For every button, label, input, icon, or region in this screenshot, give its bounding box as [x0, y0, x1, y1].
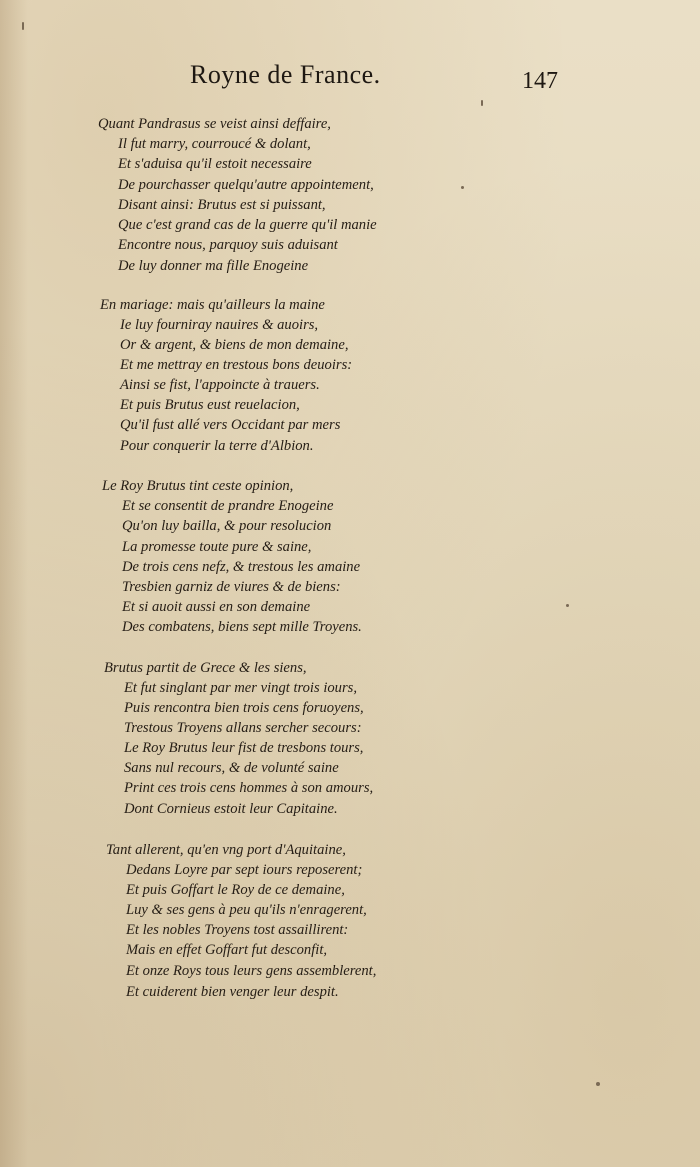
verse-line: Et me mettray en trestous bons deuoirs: — [120, 357, 353, 373]
verse-line: Disant ainsi: Brutus est si puissant, — [118, 197, 326, 213]
page-edge-shadow — [0, 0, 28, 1167]
verse-line: De pourchasser quelqu'autre appointement, — [118, 177, 374, 193]
running-header-title: Royne de France. — [190, 60, 381, 89]
verse-line: Des combatens, biens sept mille Troyens. — [122, 619, 362, 635]
verse-line: Luy & ses gens à peu qu'ils n'enragerent, — [126, 902, 367, 918]
verse-line: En mariage: mais qu'ailleurs la maine — [100, 297, 325, 313]
verse-line: Tresbien garniz de viures & de biens: — [122, 579, 341, 595]
verse-line: Trestous Troyens allans sercher secours: — [124, 720, 362, 736]
verse-line: Mais en effet Goffart fut desconfit, — [126, 942, 328, 958]
verse-line: Et si auoit aussi en son demaine — [122, 599, 311, 615]
verse-line: Que c'est grand cas de la guerre qu'il manie — [118, 217, 377, 233]
page-number: 147 — [522, 68, 558, 94]
verse-line: Puis rencontra bien trois cens foruoyens, — [124, 700, 364, 716]
verse-line: Dedans Loyre par sept iours reposerent; — [126, 862, 363, 878]
verse-line: Et fut singlant par mer vingt trois iours, — [124, 680, 357, 696]
verse-line: Encontre nous, parquoy suis aduisant — [118, 237, 338, 253]
verse-line: Ie luy fourniray nauires & auoirs, — [120, 317, 319, 333]
verse-line: Il fut marry, courroucé & dolant, — [118, 136, 311, 152]
verse-line: Et se consentit de prandre Enogeine — [122, 498, 334, 514]
verse-line: La promesse toute pure & saine, — [122, 539, 312, 555]
verse-line: Print ces trois cens hommes à son amours, — [124, 780, 374, 796]
verse-line: Dont Cornieus estoit leur Capitaine. — [124, 801, 338, 817]
verse-line: Et s'aduisa qu'il estoit necessaire — [118, 156, 312, 172]
verse-line: Le Roy Brutus tint ceste opinion, — [102, 478, 294, 494]
verse-line: Ainsi se fist, l'appoincte à trauers. — [120, 377, 320, 393]
verse-line: Brutus partit de Grece & les siens, — [104, 660, 307, 676]
verse-line: Or & argent, & biens de mon demaine, — [120, 337, 349, 353]
verse-line: Tant allerent, qu'en vng port d'Aquitaine, — [106, 842, 346, 858]
verse-line: Pour conquerir la terre d'Albion. — [120, 438, 314, 454]
verse-line: Le Roy Brutus leur fist de tresbons tours, — [124, 740, 364, 756]
paper-speck — [461, 186, 464, 189]
verse-line: De trois cens nefz, & trestous les amaine — [122, 559, 361, 575]
paper-speck — [566, 604, 569, 607]
paper-speck — [596, 1082, 600, 1086]
verse-line: Qu'il fust allé vers Occidant par mers — [120, 417, 341, 433]
paper-speck — [22, 22, 24, 30]
verse-line: Et puis Brutus eust reuelacion, — [120, 397, 300, 413]
verse-line: Quant Pandrasus se veist ainsi deffaire, — [98, 116, 331, 132]
verse-line: Et cuiderent bien venger leur despit. — [126, 984, 339, 1000]
paper-speck — [481, 100, 483, 106]
verse-line: Et puis Goffart le Roy de ce demaine, — [126, 882, 345, 898]
verse-line: Qu'on luy bailla, & pour resolucion — [122, 518, 332, 534]
verse-line: Sans nul recours, & de volunté saine — [124, 760, 339, 776]
verse-line: Et onze Roys tous leurs gens assemblerent, — [126, 963, 377, 979]
verse-line: Et les nobles Troyens tost assaillirent: — [126, 922, 349, 938]
verse-line: De luy donner ma fille Enogeine — [118, 258, 309, 274]
